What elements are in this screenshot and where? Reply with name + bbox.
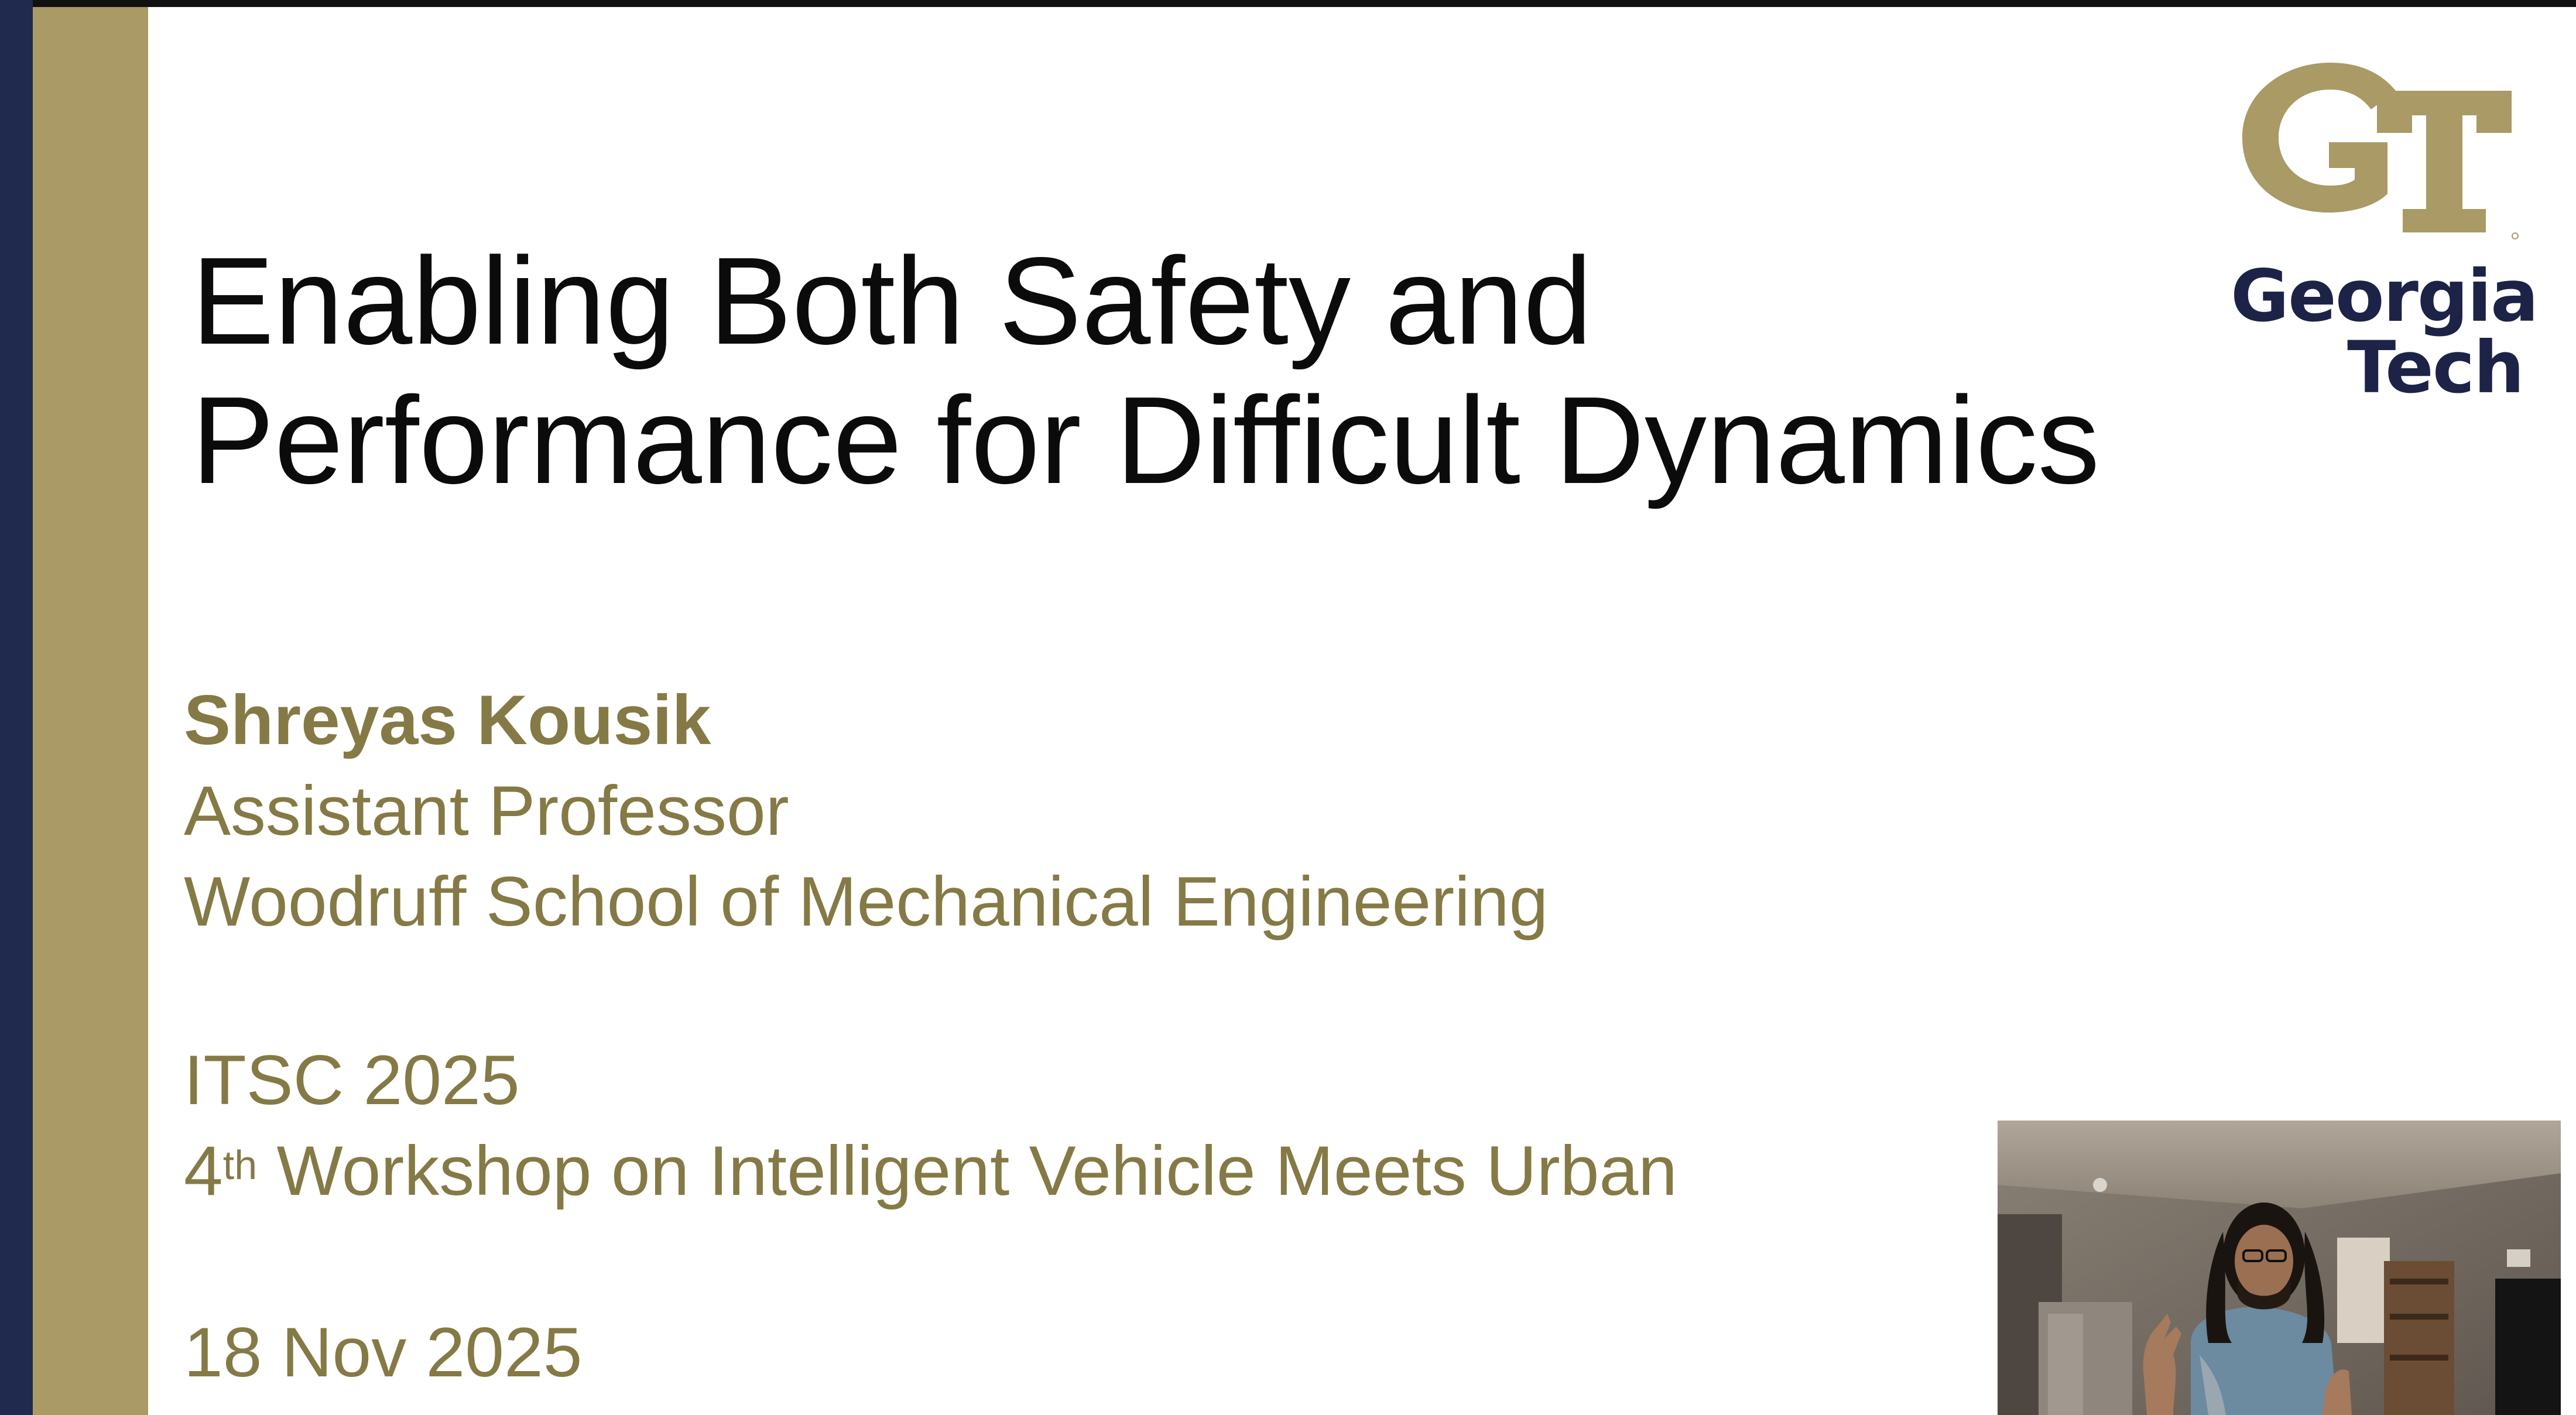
- logo-georgia-text: Georgia: [2231, 255, 2538, 338]
- presenter-name: Shreyas Kousik: [184, 681, 711, 759]
- webcam-video-feed: [1998, 1121, 2561, 1415]
- gt-monogram-icon: [2231, 56, 2523, 249]
- conference-name: ITSC 2025: [184, 1041, 520, 1119]
- georgia-tech-wordmark: [2231, 255, 2538, 409]
- georgia-tech-logo: [2231, 56, 2538, 409]
- window-top-edge: [0, 0, 2576, 7]
- slide-title-line-1: Enabling Both Safety and: [191, 231, 1592, 370]
- presenter-school: Woodruff School of Mechanical Engineering: [184, 862, 1549, 941]
- presenter-role: Assistant Professor: [184, 772, 789, 850]
- talk-date: 18 Nov 2025: [184, 1313, 583, 1392]
- workshop-title: Workshop on Intelligent Vehicle Meets Urban: [257, 1132, 1677, 1210]
- navy-side-stripe: [0, 0, 33, 1415]
- workshop-ordinal-suffix: th: [222, 1142, 258, 1188]
- workshop-name: [184, 1130, 1677, 1212]
- slide-title-line-2: Performance for Difficult Dynamics: [191, 371, 2100, 509]
- webcam-scene: [1998, 1121, 2561, 1415]
- logo-tech-text: Tech: [2347, 326, 2523, 409]
- slide-title: [191, 231, 2100, 510]
- workshop-ordinal-number: 4: [184, 1132, 223, 1210]
- gold-side-stripe: [33, 7, 148, 1415]
